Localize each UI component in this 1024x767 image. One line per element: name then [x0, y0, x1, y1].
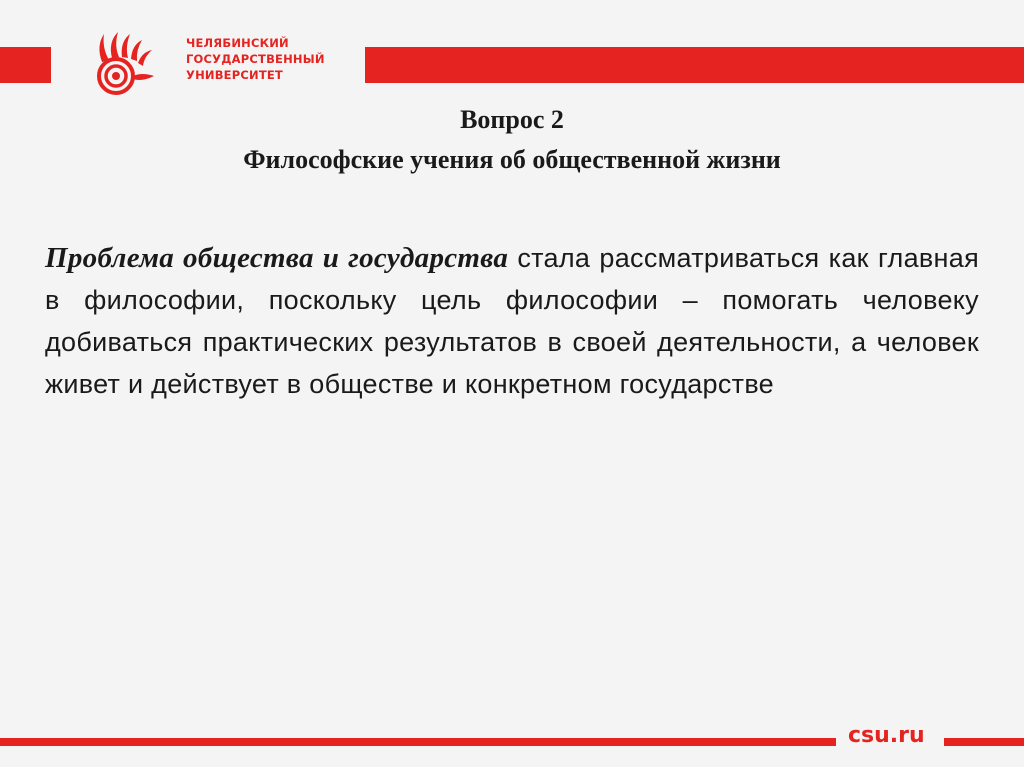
university-name-line-1: ЧЕЛЯБИНСКИЙ	[186, 36, 289, 50]
footer-line-left	[0, 738, 836, 746]
header-bar-right	[365, 47, 1024, 83]
slide-title	[0, 100, 1024, 180]
body-paragraph	[45, 237, 979, 405]
header-bar-left	[0, 47, 51, 83]
university-name	[186, 35, 325, 83]
question-number: Вопрос 2	[460, 105, 564, 134]
body-lead-phrase: Проблема общества и государства	[45, 242, 509, 274]
question-topic: Философские учения об общественной жизни	[243, 145, 781, 174]
csu-logo-icon	[82, 32, 182, 96]
body-rest-text: стала рассматриваться как главная в философии, поскольку цель философии – помогать человеку добиваться практических результатов в своей деятельности, а человек живет и действует в обществе и конкретном государстве	[45, 243, 979, 399]
university-name-line-3: УНИВЕРСИТЕТ	[186, 68, 283, 82]
site-link[interactable]: csu.ru	[848, 723, 925, 748]
footer-line-right	[944, 738, 1024, 746]
university-name-line-2: ГОСУДАРСТВЕННЫЙ	[186, 52, 325, 66]
